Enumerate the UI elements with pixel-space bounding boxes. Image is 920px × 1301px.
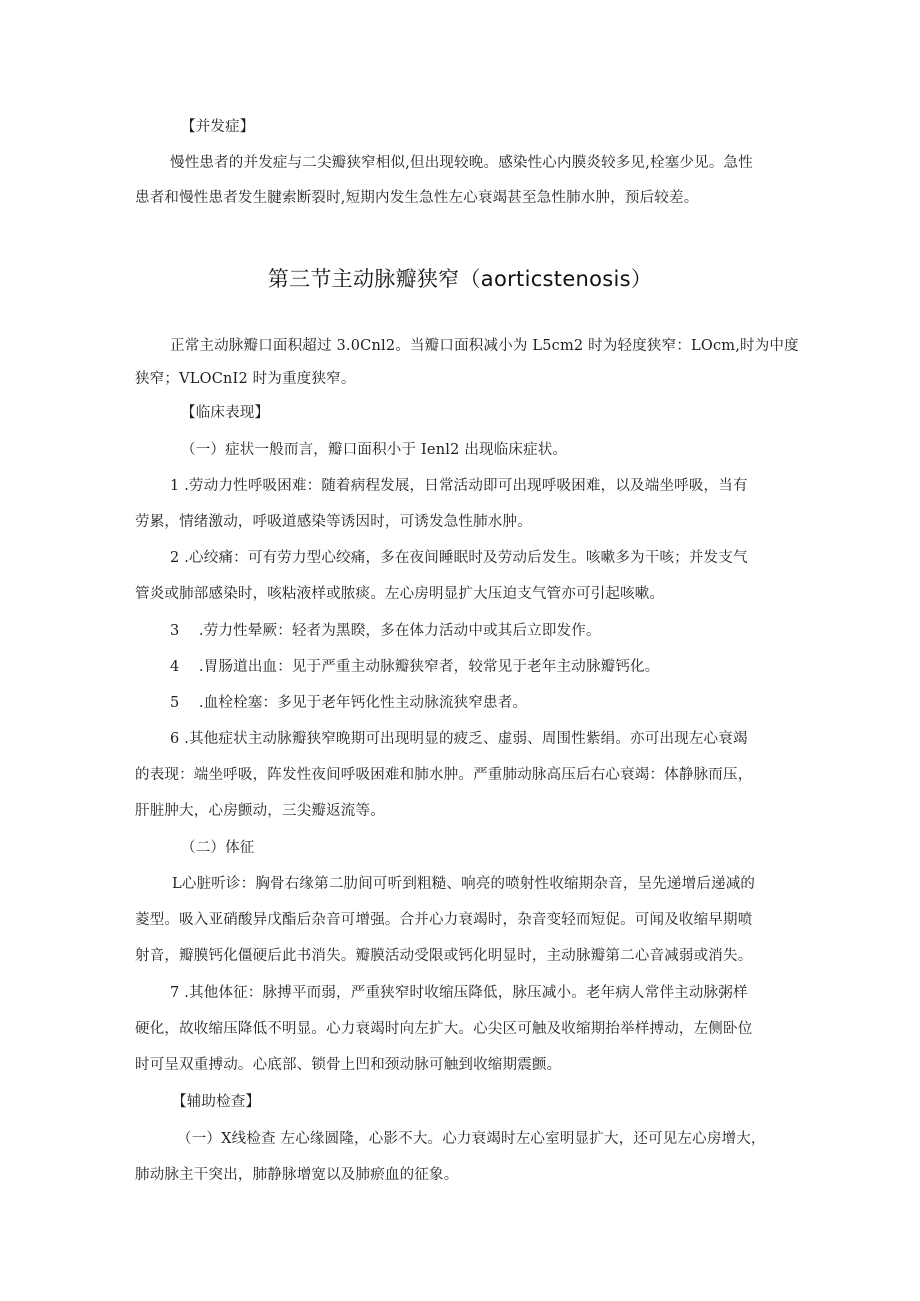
intro-line-1: 正常主动脉瓣口面积超过 3.0Cnl2。当瓣口面积减小为 L5cm2 时为轻度狭窄：LOcm,时为中度 [170, 338, 799, 354]
symptom-3: 3 .劳力性晕厥：轻者为黑睽，多在体力活动中或其后立即发作。 [170, 623, 601, 639]
symptom-6-line-1: 6 .其他症状主动脉瓣狭窄晚期可出现明显的疲乏、虚弱、周围性紫绢。亦可出现左心衰竭 [170, 731, 748, 747]
signs-heading: （二）体征 [181, 840, 255, 856]
intro-line-2: 狭窄；VLOCnI2 时为重度狭窄。 [135, 371, 356, 387]
complications-heading: 【并发症】 [181, 119, 255, 135]
sign-7-line-3: 时可呈双重搏动。心底部、锁骨上凹和颈动脉可触到收缩期震颤。 [135, 1057, 562, 1073]
sign-1-line-2: 菱型。吸入亚硝酸异戊酯后杂音可增强。合并心力衰竭时，杂音变轻而短促。可闻及收缩早期喷 [135, 912, 753, 928]
xray-line-1: （一）X线检查 左心缘圆隆，心影不大。心力衰竭时左心室明显扩大，还可见左心房增大， [177, 1131, 766, 1147]
section-title: 第三节主动脉瓣狭窄（aorticstenosis） [267, 267, 653, 291]
symptom-5: 5 .血栓栓塞：多见于老年钙化性主动脉流狭窄患者。 [170, 695, 528, 711]
complications-line-1: 慢性患者的并发症与二尖瓣狭窄相似,但出现较晚。感染性心内膜炎较多见,栓塞少见。急性 [170, 155, 753, 171]
sign-7-line-1: 7 .其他体征：脉搏平而弱，严重狭窄时收缩压降低，脉压减小。老年病人常伴主动脉粥样 [170, 985, 748, 1001]
auxiliary-heading: 【辅助检查】 [172, 1094, 261, 1110]
symptom-2-line-2: 管炎或肺部感染时，咳粘液样或脓痰。左心房明显扩大压迫支气管亦可引起咳嗽。 [135, 586, 665, 602]
complications-line-2: 患者和慢性患者发生腱索断裂时,短期内发生急性左心衰竭甚至急性肺水肿，预后较差。 [135, 190, 699, 206]
symptom-6-line-2: 的表现：端坐呼吸，阵发性夜间呼吸困难和肺水肿。严重肺动脉高压后右心衰竭：体静脉而压， [135, 767, 753, 783]
sign-1-line-3: 射音，瓣膜钙化僵硬后此书消失。瓣膜活动受限或钙化明显时，主动脉瓣第二心音减弱或消失。 [135, 948, 753, 964]
clinical-heading: 【临床表现】 [181, 405, 270, 421]
symptom-1-line-1: 1 .劳动力性呼吸困难：随着病程发展，日常活动即可出现呼吸困难，以及端坐呼吸，当有 [170, 478, 748, 494]
symptoms-intro: （一）症状一般而言，瓣口面积小于 Ienl2 出现临床症状。 [181, 442, 568, 458]
symptom-2-line-1: 2 .心绞痛：可有劳力型心绞痛，多在夜间睡眠时及劳动后发生。咳嗽多为干咳；并发支气 [170, 550, 748, 566]
symptom-6-line-3: 肝脏肿大，心房颤动，三尖瓣返流等。 [135, 803, 385, 819]
xray-line-2: 肺动脉主干突出，肺静脉增宽以及肺瘀血的征象。 [135, 1167, 459, 1183]
sign-1-line-1: L心脏听诊：胸骨右缘第二肋间可听到粗糙、响亮的喷射性收缩期杂音，呈先递增后递减的 [172, 876, 756, 892]
symptom-4: 4 .胃肠道出血：见于严重主动脉瓣狭窄者，较常见于老年主动脉瓣钙化。 [170, 659, 660, 675]
sign-7-line-2: 硬化，故收缩压降低不明显。心力衰竭时向左扩大。心尖区可触及收缩期抬举样搏动，左侧卧位 [135, 1021, 753, 1037]
symptom-1-line-2: 劳累，情绪激动，呼吸道感染等诱因时，可诱发急性肺水肿。 [135, 514, 532, 530]
